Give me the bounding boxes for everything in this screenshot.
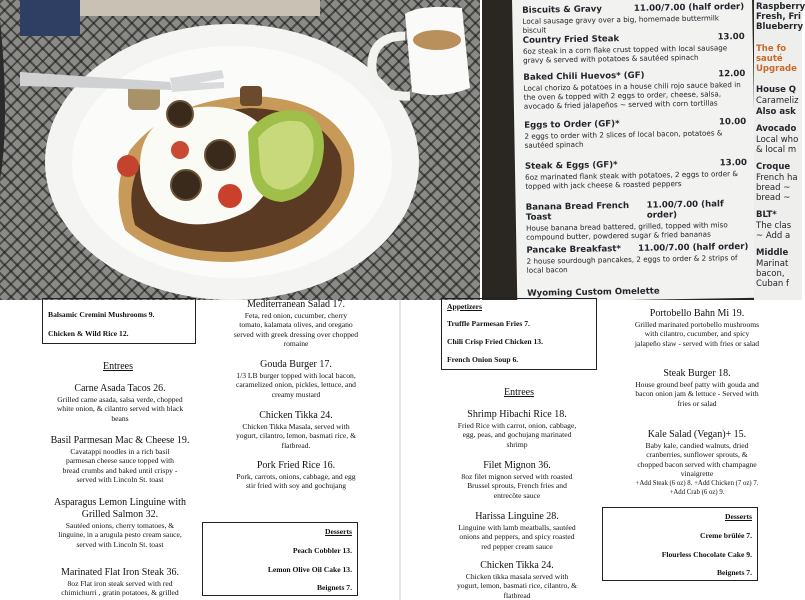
appetizer-item: Chili Crisp Fried Chicken 13.: [447, 337, 543, 346]
item-desc: Linguine with lamb meatballs, sautéed: [458, 523, 576, 532]
side-text: sauté: [756, 54, 783, 64]
food-photo: [0, 0, 480, 300]
side-text: Avocado: [756, 124, 797, 134]
item-price: 10.00: [718, 116, 747, 128]
item-name: Baked Chili Huevos* (GF): [523, 70, 645, 83]
menu-item: [597, 429, 797, 497]
item-title: Carne Asada Tacos 26.: [74, 383, 166, 394]
dessert-item: Beignets 7.: [716, 568, 752, 577]
shirt: [60, 0, 320, 16]
list-item: [523, 69, 746, 111]
dessert-item: Peach Cobbler 13.: [292, 546, 352, 555]
side-text: Also ask: [756, 107, 796, 117]
side-text: Local who: [756, 135, 799, 145]
item-desc: Baby kale, candied walnuts, dried: [645, 441, 749, 450]
item-desc: flatbread: [503, 590, 531, 600]
menu-page-side: [754, 0, 805, 300]
item-name: Eggs to Order (GF)*: [524, 119, 620, 131]
item-name: Country Fried Steak: [522, 34, 620, 46]
item-desc: Grilled carne asada, salsa verde, chopped: [57, 395, 183, 404]
appetizer-item: Truffle Parmesan Fries 7.: [447, 319, 530, 328]
dessert-item: Creme brûlée 7.: [700, 531, 752, 540]
menu-item: [417, 409, 617, 449]
desserts-box: [602, 507, 758, 581]
item-desc: creamy mustard: [271, 389, 321, 399]
side-text: ~ Add a: [756, 231, 791, 241]
list-item: [525, 158, 747, 191]
list-item: [527, 285, 749, 299]
item-desc: served with Lincoln St. toast: [76, 475, 164, 485]
desserts-box: [202, 522, 358, 596]
item-name: Wyoming Custom Omelette: [527, 286, 660, 299]
item-desc: Sautéed onions, cherry tomatoes, &: [65, 521, 175, 530]
side-text: bacon,: [756, 269, 785, 279]
menu-page: [512, 0, 757, 302]
jeans: [20, 0, 80, 36]
menu-item: [196, 299, 396, 349]
side-text: The fo: [756, 44, 787, 54]
item-title: Shrimp Hibachi Rice 18.: [467, 409, 567, 420]
menu-item: [196, 410, 396, 450]
item-desc: yogurt, lemon, basmati rice, cilantro, &: [457, 581, 577, 591]
list-item: [524, 117, 746, 150]
side-text: Fresh, Fri: [756, 12, 801, 22]
item-title: Steak Burger 18.: [663, 368, 731, 379]
item-desc: bacon onion jam & lettuce - Served with: [635, 389, 759, 399]
item-title: Grilled Salmon 32.: [81, 509, 159, 520]
photo-illustration: [0, 0, 480, 300]
box-item: Balsamic Cremini Mushrooms 9.: [48, 310, 155, 319]
menu-scan-left: [0, 300, 400, 600]
item-desc: Chicken tikka masala served with: [465, 572, 569, 581]
menu-item: [417, 511, 617, 551]
side-text: BLT*: [756, 210, 777, 220]
side-text: Carameliz: [756, 96, 799, 106]
item-price: 12.00: [718, 68, 746, 80]
side-text: Raspberry: [756, 2, 805, 12]
menu-item: [20, 435, 220, 485]
side-text: Upgrade: [756, 64, 797, 74]
menu-item: [196, 460, 396, 491]
item-desc: linguine, in a arugula pesto cream sauce,: [58, 530, 182, 540]
side-text: House Q: [756, 85, 797, 95]
side-text: & local m: [756, 145, 797, 155]
item-desc: chopped bacon served with champagne: [637, 459, 757, 469]
item-price: 13.00: [719, 157, 748, 169]
item-name: Banana Bread French Toast: [525, 200, 630, 223]
item-desc: served with Lincoln St. toast: [76, 539, 164, 549]
item-desc: beans: [111, 413, 129, 423]
item-desc: Local chorizo & potatoes in a house chili rojo sauce baked in the oven & topped with 2 eggs to order, cheese, salsa, avocado & fried jalapeños ~ served with corn tortillas: [523, 80, 741, 111]
item-desc: Pork, carrots, onions, cabbage, and egg: [236, 472, 356, 481]
side-text: bread ~: [756, 193, 791, 203]
item-title: Pork Fried Rice 16.: [256, 460, 336, 471]
list-item: [526, 199, 749, 242]
item-desc: Chicken Tikka Masala, served with: [242, 422, 350, 431]
item-desc: red pepper cream sauce: [481, 541, 553, 551]
item-title: Gouda Burger 17.: [260, 359, 332, 370]
item-desc: romaine: [283, 339, 309, 349]
side-text: Marinat: [756, 259, 789, 269]
item-desc: tomato, kalamata olives, and oregano: [239, 320, 353, 330]
sides-box: [42, 298, 196, 344]
item-desc: served with greek dressing over chopped: [233, 329, 359, 339]
side-text: bread ~: [756, 183, 791, 193]
item-desc: chimichurri , gratin potatoes, & grilled: [61, 588, 179, 598]
item-title: Kale Salad (Vegan)+ 15.: [647, 429, 747, 440]
dessert-item: Flourless Chocolate Cake 9.: [661, 550, 752, 559]
item-desc: white onion, & cilantro served with black: [56, 404, 184, 414]
item-addon: +Add Crab (6 oz) 9.: [669, 489, 725, 497]
coffee-mug: [405, 7, 470, 95]
side-text: The clas: [756, 221, 792, 231]
item-desc: Fried Rice with carrot, onion, cabbage,: [457, 421, 577, 430]
item-desc: 1/3 LB burger topped with local bacon,: [236, 371, 356, 380]
item-desc: vinaigrette: [680, 469, 714, 479]
item-desc: Local sausage gravy over a big, homemade buttermilk biscuit: [522, 13, 720, 35]
appetizer-item: French Onion Soup 6.: [447, 355, 519, 364]
menu-item: [20, 567, 220, 598]
item-desc: Cavatappi noodles in a rich basil: [70, 447, 170, 456]
desserts-heading: Desserts: [325, 527, 352, 536]
item-desc: flatbread.: [281, 440, 311, 450]
item-desc: 6oz steak in a corn flake crust topped with local sausage gravy & served with potatoes & sautéed spinach: [522, 43, 728, 65]
item-desc: parmesan cheese sauce topped with: [66, 456, 174, 466]
item-title: Harissa Linguine 28.: [475, 511, 559, 522]
item-desc: onions and peppers, and spicy roasted: [459, 532, 575, 542]
item-price: 13.00: [717, 31, 745, 43]
side-text: French ha: [756, 173, 798, 183]
item-desc: House ground beef patty with gouda and: [635, 380, 759, 389]
item-price: 11.00/7.00 (half order): [637, 241, 749, 254]
item-desc: shrimp: [506, 439, 528, 449]
appetizers-box: [441, 298, 597, 370]
item-desc: Brussel sprouts, French fries and: [467, 481, 567, 491]
item-desc: 8oz filet mignon served with roasted: [461, 472, 573, 481]
side-text: Blueberry: [756, 22, 803, 32]
item-desc: 2 eggs to order with 2 slices of local bacon, potatoes & sautéed spinach: [524, 128, 723, 150]
section-heading: Entrees: [504, 387, 534, 398]
item-name: Pancake Breakfast*: [526, 244, 622, 256]
menu-item: [196, 359, 396, 399]
item-desc: Grilled marinated portobello mushrooms: [634, 320, 760, 329]
item-desc: stir fried with soy and gochujang: [245, 481, 347, 491]
item-title: Portobello Bahn Mi 19.: [649, 308, 745, 319]
dessert-item: Lemon Olive Oil Cake 13.: [267, 565, 352, 574]
list-item: [523, 32, 745, 65]
side-text: Croque: [756, 162, 791, 172]
section-heading: Entrees: [103, 361, 133, 372]
list-item: [522, 2, 744, 35]
printed-menu-photo: [482, 0, 805, 300]
item-desc: with cilantro, cucumber, and spicy: [644, 329, 750, 339]
item-desc: bread crumbs and baked until crispy -: [62, 465, 178, 475]
item-title: Asparagus Lemon Linguine with: [54, 497, 186, 508]
menu-item: [417, 460, 617, 500]
menu-item: [417, 560, 617, 600]
menu-item: [20, 497, 220, 549]
desserts-heading: Desserts: [725, 512, 752, 521]
item-desc: Feta, red onion, cucumber, cherry: [244, 311, 348, 320]
menu-item: [20, 383, 220, 423]
item-addon: +Add Steak (6 oz) 8. +Add Chicken (7 oz) 7.: [635, 479, 759, 487]
item-desc: entrecôte sauce: [493, 490, 541, 500]
menu-item: [597, 308, 797, 348]
list-item: [526, 242, 748, 275]
item-desc: cranberries, sunflower sprouts, &: [646, 450, 748, 460]
item-price: 11.00/7.00 (half order): [633, 1, 745, 14]
side-text: Middle: [756, 248, 789, 258]
menu-scan-right: [401, 300, 800, 600]
item-desc: fries or salad: [677, 398, 717, 408]
box-item: Chicken & Wild Rice 12.: [48, 329, 129, 338]
item-price: 11.00/7.00 (half order): [646, 199, 724, 221]
item-desc: 6oz marinated flank steak with potatoes, 2 eggs to order & topped with jack cheese & roasted peppers: [525, 169, 739, 191]
item-desc: House banana bread battered, grilled, topped with miso compound butter, powdered sugar & fried bananas: [525, 220, 728, 242]
item-desc: caramelized onion, pickles, lettuce, and: [236, 380, 356, 390]
item-name: Steak & Eggs (GF)*: [524, 160, 618, 172]
item-title: Chicken Tikka 24.: [480, 560, 554, 571]
appetizers-heading: Appetizers: [447, 302, 483, 311]
item-title: Filet Mignon 36.: [483, 460, 551, 471]
item-desc: 8oz Flat iron steak served with red: [67, 579, 173, 588]
menu-item: [597, 368, 797, 408]
item-desc: yogurt, cilantro, lemon, basmati rice, &: [236, 431, 356, 441]
item-desc: jalapeño slaw - served with fries or salad: [634, 338, 760, 348]
dessert-item: Beignets 7.: [316, 583, 352, 592]
item-desc: egg, peas, and gochujang marinated: [462, 430, 572, 440]
item-title: Marinated Flat Iron Steak 36.: [60, 567, 180, 578]
side-text: Cuban f: [756, 279, 790, 289]
item-name: Biscuits & Gravy: [522, 4, 603, 16]
item-title: Chicken Tikka 24.: [259, 410, 333, 421]
item-desc: 2 house sourdough pancakes, 2 eggs to order & 2 strips of local bacon: [526, 253, 738, 275]
item-title: Basil Parmesan Mac & Cheese 19.: [50, 435, 190, 446]
item-title: Mediterranean Salad 17.: [246, 299, 346, 310]
